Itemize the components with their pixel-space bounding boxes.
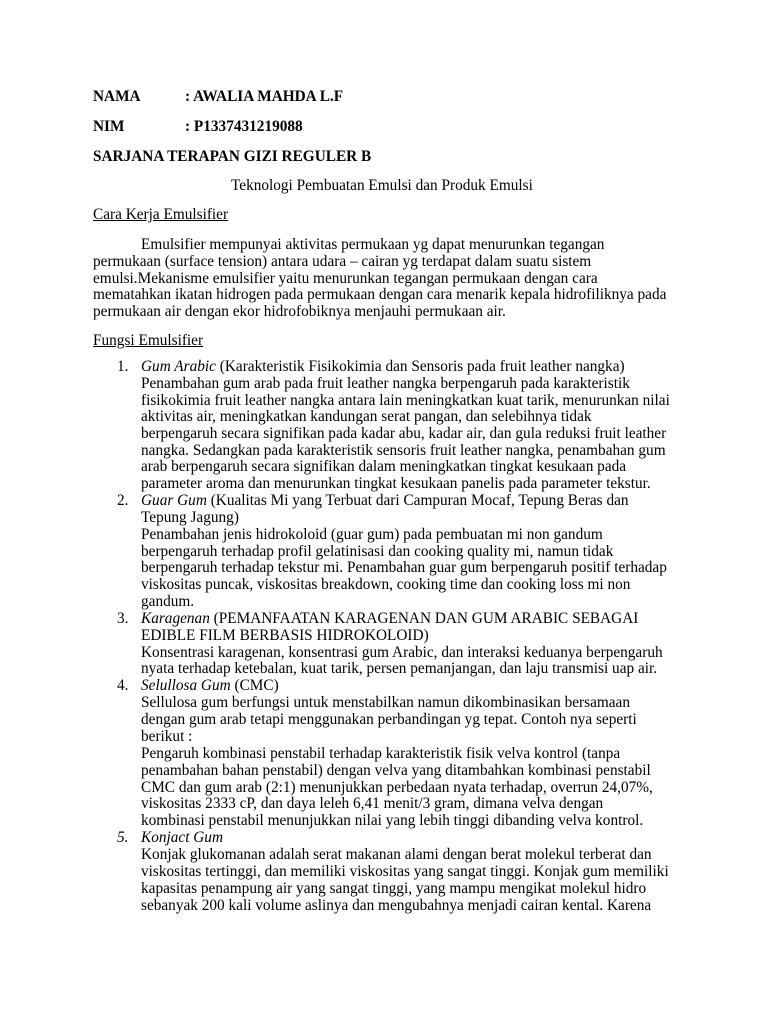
section-heading-cara-kerja: Cara Kerja Emulsifier (93, 206, 229, 223)
list-item-line: nyata terhadap ketebalan, kuat tarik, persen pemanjangan, dan laju transmisi uap air. (141, 660, 658, 677)
paragraph-line: permukaan (surface tension) antara udara – cairan yg terdapat dalam suatu sistem (93, 253, 592, 270)
list-item-heading (141, 610, 638, 627)
list-item-line: sebanyak 200 kali volume aslinya dan mengubahnya menjadi cairan kental. Karena (141, 897, 652, 914)
list-number: 5. (117, 829, 129, 846)
nama-value: : AWALIA MAHDA L.F (185, 88, 344, 105)
list-item-heading (141, 492, 629, 509)
item-subtitle: (Karakteristik Fisikokimia dan Sensoris pada fruit leather nangka) (215, 358, 625, 375)
list-item-line: berpengaruh secara signifikan pada kadar abu, kadar air, dan gula reduksi fruit leather (141, 425, 667, 442)
list-item-heading (141, 677, 279, 694)
item-subtitle: (PEMANFAATAN KARAGENAN DAN GUM ARABIC SEBAGAI (209, 610, 639, 627)
list-number: 4. (117, 677, 129, 694)
list-item-line: CMC dan gum arab (2:1) menunjukkan perbedaan nyata terhadap, overrun 24,07%, (141, 779, 653, 796)
list-item-line: viskositas 2333 cP, dan daya leleh 6,41 menit/3 gram, dimana velva dengan (141, 795, 604, 812)
list-item-line: nangka. Sedangkan pada karakteristik sensoris fruit leather nangka, penambahan gum (141, 442, 666, 459)
list-item-line: Sellulosa gum berfungsi untuk menstabilkan namun dikombinasikan bersamaan (141, 694, 630, 711)
item-name: Gum Arabic (141, 358, 216, 375)
list-item-line: berikut : (141, 728, 193, 745)
list-item-line: arab berpengaruh secara signifikan dalam meningkatkan tingkat kesukaan pada (141, 458, 627, 475)
list-item-heading (141, 358, 625, 375)
section-heading-fungsi: Fungsi Emulsifier (93, 332, 204, 349)
list-number: 3. (117, 610, 129, 627)
paragraph-line: Emulsifier mempunyai aktivitas permukaan yg dapat menurunkan tegangan (141, 236, 605, 253)
program-name: SARJANA TERAPAN GIZI REGULER B (93, 148, 372, 165)
list-item-line: viskositas puncak, viskositas breakdown, cooking time dan cooking loss mi non (141, 576, 631, 593)
list-item-line: viskositas tertinggi, dan memiliki viskositas yang sangat tinggi. Konjak gum memiliki (141, 863, 669, 880)
list-item-line: fisikokimia fruit leather nangka antara lain meningkatkan kuat tarik, menurunkan nilai (141, 392, 670, 409)
document-title: Teknologi Pembuatan Emulsi dan Produk Emulsi (231, 177, 533, 194)
list-item-line: kombinasi penstabil menunjukkan nilai yang lebih tinggi dibanding velva kontrol. (141, 812, 644, 829)
list-item-line: parameter aroma dan menurunkan tingkat kesukaan panelis pada parameter tekstur. (141, 475, 651, 492)
list-item-line: penambahan bahan penstabil) dengan velva yang ditambahkan kombinasi penstabil (141, 762, 651, 779)
item-subtitle: (CMC) (230, 677, 279, 694)
paragraph-line: permukaan air dengan ekor hidrofobiknya menjauhi permukaan air. (93, 303, 506, 320)
list-item-line: Penambahan jenis hidrokoloid (guar gum) pada pembuatan mi non gandum (141, 526, 603, 543)
list-item-line: EDIBLE FILM BERBASIS HIDROKOLOID) (141, 627, 429, 644)
list-item-line: kapasitas penampung air yang sangat tinggi, yang mampu mengikat molekul hidro (141, 880, 647, 897)
list-item-line: Penambahan gum arab pada fruit leather nangka berpengaruh pada karakteristik (141, 375, 630, 392)
item-name: Guar Gum (141, 492, 207, 509)
list-item-line: berpengaruh terhadap profil gelatinisasi dan cooking quality mi, namun tidak (141, 543, 614, 560)
paragraph-line: mematahkan ikatan hidrogen pada permukaan dengan cara menarik kepala hidrofiliknya pada (93, 286, 667, 303)
list-item-line: Tepung Jagung) (141, 509, 239, 526)
list-number: 1. (117, 358, 129, 375)
item-name: Konjact Gum (141, 829, 224, 846)
item-name: Selullosa Gum (141, 677, 231, 694)
list-item-line: aktivitas air, meningkatkan kandungan serat pangan, dan selebihnya tidak (141, 408, 592, 425)
paragraph-line: emulsi.Mekanisme emulsifier yaitu menurunkan tegangan permukaan dengan cara (93, 270, 598, 287)
nama-label: NAMA (93, 88, 141, 105)
list-item-line: gandum. (141, 593, 195, 610)
list-number: 2. (117, 492, 129, 509)
item-subtitle: (Kualitas Mi yang Terbuat dari Campuran Mocaf, Tepung Beras dan (206, 492, 629, 509)
list-item-line: Pengaruh kombinasi penstabil terhadap karakteristik fisik velva kontrol (tanpa (141, 745, 621, 762)
list-item-line: berpengaruh terhadap tekstur mi. Penambahan guar gum berpengaruh positif terhadap (141, 559, 667, 576)
list-item-line: Konsentrasi karagenan, konsentrasi gum Arabic, dan interaksi keduanya berpengaruh (141, 644, 663, 661)
list-item-heading (141, 829, 223, 846)
list-item-line: Konjak glukomanan adalah serat makanan alami dengan berat molekul terberat dan (141, 846, 652, 863)
list-item-line: dengan gum arab tetapi menggunakan perbandingan yg tepat. Contoh nya seperti (141, 711, 637, 728)
nim-value: : P1337431219088 (185, 118, 303, 135)
item-name: Karagenan (141, 610, 210, 627)
nim-label: NIM (93, 118, 125, 135)
